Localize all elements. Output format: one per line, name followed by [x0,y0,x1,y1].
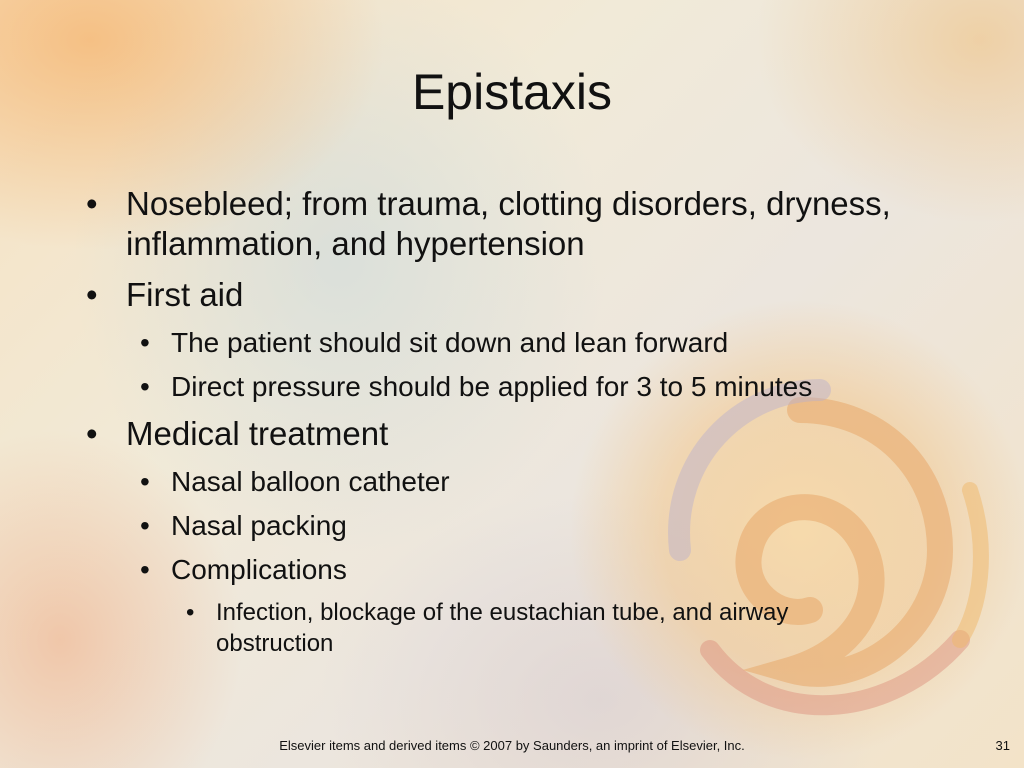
bullet-icon: • [140,554,150,585]
list-item [86,553,986,587]
list-item [86,275,986,315]
bullet-icon: • [140,371,150,402]
bullet-list [86,184,986,667]
list-item [86,414,986,454]
bullet-icon: • [86,185,98,222]
bullet-icon: • [140,510,150,541]
list-item-text: Nasal balloon catheter [171,466,450,497]
list-item-text: The patient should sit down and lean forward [171,327,729,358]
list-item [86,509,986,543]
footer-copyright: Elsevier items and derived items © 2007 by Saunders, an imprint of Elsevier, Inc. [279,738,745,753]
bullet-icon: • [86,276,98,313]
list-item-text: Medical treatment [126,415,389,452]
bullet-icon: • [140,466,150,497]
list-item [86,370,986,404]
list-item-text: Complications [171,554,347,585]
bullet-icon: • [140,327,150,358]
list-item [86,597,906,659]
list-item-text: Direct pressure should be applied for 3 to 5 minutes [171,371,813,402]
list-item-text: Nosebleed; from trauma, clotting disorders, dryness, inflammation, and hypertension [126,185,891,262]
bullet-icon: • [86,415,98,452]
page-number: 31 [995,738,1010,753]
list-item-text: Infection, blockage of the eustachian tube, and airway obstruction [216,599,789,657]
list-item-text: Nasal packing [171,510,347,541]
list-item [86,465,986,499]
slide-title: Epistaxis [411,64,613,120]
bullet-icon: • [186,599,195,626]
list-item [86,326,986,360]
list-item [86,184,986,264]
list-item-text: First aid [126,276,244,313]
